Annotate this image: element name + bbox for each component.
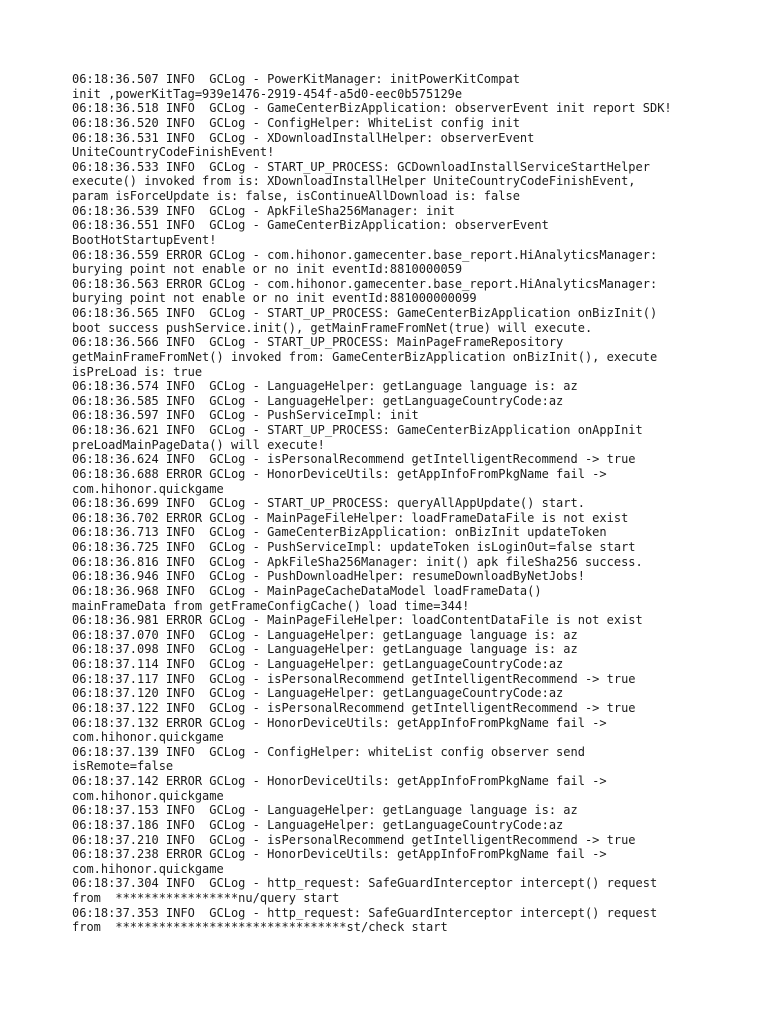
log-line: 06:18:37.210 INFO GCLog - isPersonalRecommend getIntelligentRecommend -> true	[72, 832, 636, 847]
log-line: getMainFrameFromNet() invoked from: GameCenterBizApplication onBizInit(), execute	[72, 349, 658, 364]
log-line: 06:18:36.621 INFO GCLog - START_UP_PROCESS: GameCenterBizApplication onAppInit	[72, 423, 643, 437]
log-line: 06:18:36.520 INFO GCLog - ConfigHelper: WhiteList config init	[72, 115, 520, 130]
log-line: isRemote=false	[72, 759, 174, 774]
log-line: 06:18:37.120 INFO GCLog - LanguageHelper: getLanguageCountryCode:az	[72, 686, 564, 701]
log-line: 06:18:36.533 INFO GCLog - START_UP_PROCESS: GCDownloadInstallServiceStartHelper	[72, 159, 650, 174]
log-line: 06:18:36.624 INFO GCLog - isPersonalRecommend getIntelligentRecommend -> true	[72, 452, 636, 467]
log-line: 06:18:37.117 INFO GCLog - isPersonalRecommend getIntelligentRecommend -> true	[72, 671, 636, 686]
log-line: 06:18:36.566 INFO GCLog - START_UP_PROCESS: MainPageFrameRepository	[72, 335, 564, 350]
log-line: 06:18:36.539 INFO GCLog - ApkFileSha256Manager: init	[72, 203, 455, 218]
log-line: 06:18:36.725 INFO GCLog - PushServiceImpl: updateToken isLoginOut=false start	[72, 540, 636, 554]
log-line: 06:18:36.551 INFO GCLog - GameCenterBizApplication: observerEvent	[72, 218, 549, 233]
log-line: com.hihonor.quickgame	[72, 481, 224, 496]
log-line: 06:18:36.702 ERROR GCLog - MainPageFileHelper: loadFrameDataFile is not exist	[72, 510, 629, 525]
log-line: burying point not enable or no init eventId:8810000059	[72, 262, 463, 277]
log-line: UniteCountryCodeFinishEvent!	[72, 145, 275, 160]
log-line: execute() invoked from is: XDownloadInstallHelper UniteCountryCodeFinishEvent,	[72, 174, 636, 189]
log-line: mainFrameData from getFrameConfigCache() load time=344!	[72, 598, 470, 613]
log-line: 06:18:36.507 INFO GCLog - PowerKitManager: initPowerKitCompat	[72, 72, 520, 86]
log-line: 06:18:36.981 ERROR GCLog - MainPageFileHelper: loadContentDataFile is not exist	[72, 613, 643, 628]
log-line: from ********************************st/check start	[72, 920, 448, 935]
log-line: 06:18:36.597 INFO GCLog - PushServiceImpl: init	[72, 408, 419, 423]
log-line: 06:18:36.968 INFO GCLog - MainPageCacheDataModel loadFrameData()	[72, 583, 542, 598]
log-line: 06:18:36.946 INFO GCLog - PushDownloadHelper: resumeDownloadByNetJobs!	[72, 569, 585, 584]
log-line: 06:18:37.139 INFO GCLog - ConfigHelper: whiteList config observer send	[72, 744, 585, 759]
log-line: 06:18:37.132 ERROR GCLog - HonorDeviceUtils: getAppInfoFromPkgName fail ->	[72, 715, 607, 730]
log-line: isPreLoad is: true	[72, 364, 203, 379]
log-line: 06:18:36.565 INFO GCLog - START_UP_PROCESS: GameCenterBizApplication onBizInit()	[72, 306, 658, 320]
log-line: boot success pushService.init(), getMainFrameFromNet(true) will execute.	[72, 320, 593, 335]
log-line: 06:18:36.531 INFO GCLog - XDownloadInstallHelper: observerEvent	[72, 130, 535, 145]
log-line: 06:18:37.098 INFO GCLog - LanguageHelper: getLanguage language is: az	[72, 642, 578, 657]
log-line: 06:18:37.304 INFO GCLog - http_request: SafeGuardInterceptor intercept() request	[72, 876, 658, 891]
log-line: BootHotStartupEvent!	[72, 232, 217, 247]
log-line: 06:18:37.186 INFO GCLog - LanguageHelper: getLanguageCountryCode:az	[72, 817, 564, 832]
log-line: 06:18:36.563 ERROR GCLog - com.hihonor.gamecenter.base_report.HiAnalyticsManager:	[72, 276, 658, 291]
log-line: 06:18:37.122 INFO GCLog - isPersonalRecommend getIntelligentRecommend -> true	[72, 700, 636, 715]
log-line: 06:18:37.353 INFO GCLog - http_request: SafeGuardInterceptor intercept() request	[72, 905, 658, 920]
log-line: 06:18:37.114 INFO GCLog - LanguageHelper: getLanguageCountryCode:az	[72, 657, 564, 671]
log-line: 06:18:36.518 INFO GCLog - GameCenterBizApplication: observerEvent init report SDK!	[72, 101, 672, 116]
log-line: 06:18:36.699 INFO GCLog - START_UP_PROCESS: queryAllAppUpdate() start.	[72, 496, 585, 511]
log-line: 06:18:36.585 INFO GCLog - LanguageHelper: getLanguageCountryCode:az	[72, 393, 564, 408]
log-line: 06:18:36.816 INFO GCLog - ApkFileSha256Manager: init() apk fileSha256 success.	[72, 554, 643, 569]
log-line: 06:18:37.153 INFO GCLog - LanguageHelper: getLanguage language is: az	[72, 803, 578, 818]
log-line: 06:18:37.070 INFO GCLog - LanguageHelper: getLanguage language is: az	[72, 627, 578, 642]
log-line: 06:18:36.713 INFO GCLog - GameCenterBizApplication: onBizInit updateToken	[72, 525, 607, 540]
log-line: com.hihonor.quickgame	[72, 788, 224, 803]
log-line: 06:18:36.688 ERROR GCLog - HonorDeviceUtils: getAppInfoFromPkgName fail ->	[72, 466, 607, 481]
log-line: 06:18:36.574 INFO GCLog - LanguageHelper: getLanguage language is: az	[72, 379, 578, 394]
log-line: preLoadMainPageData() will execute!	[72, 437, 325, 452]
log-line: com.hihonor.quickgame	[72, 861, 224, 876]
log-line: 06:18:36.559 ERROR GCLog - com.hihonor.gamecenter.base_report.HiAnalyticsManager:	[72, 247, 658, 262]
log-line: param isForceUpdate is: false, isContinueAllDownload is: false	[72, 189, 520, 203]
log-line: 06:18:37.142 ERROR GCLog - HonorDeviceUtils: getAppInfoFromPkgName fail ->	[72, 774, 607, 788]
log-line: burying point not enable or no init eventId:881000000099	[72, 291, 477, 306]
log-line: 06:18:37.238 ERROR GCLog - HonorDeviceUtils: getAppInfoFromPkgName fail ->	[72, 847, 607, 862]
log-document	[72, 72, 712, 935]
log-line: com.hihonor.quickgame	[72, 730, 224, 745]
log-line: from *****************nu/query start	[72, 891, 340, 905]
log-line: init ,powerKitTag=939e1476-2919-454f-a5d0-eec0b575129e	[72, 86, 463, 101]
